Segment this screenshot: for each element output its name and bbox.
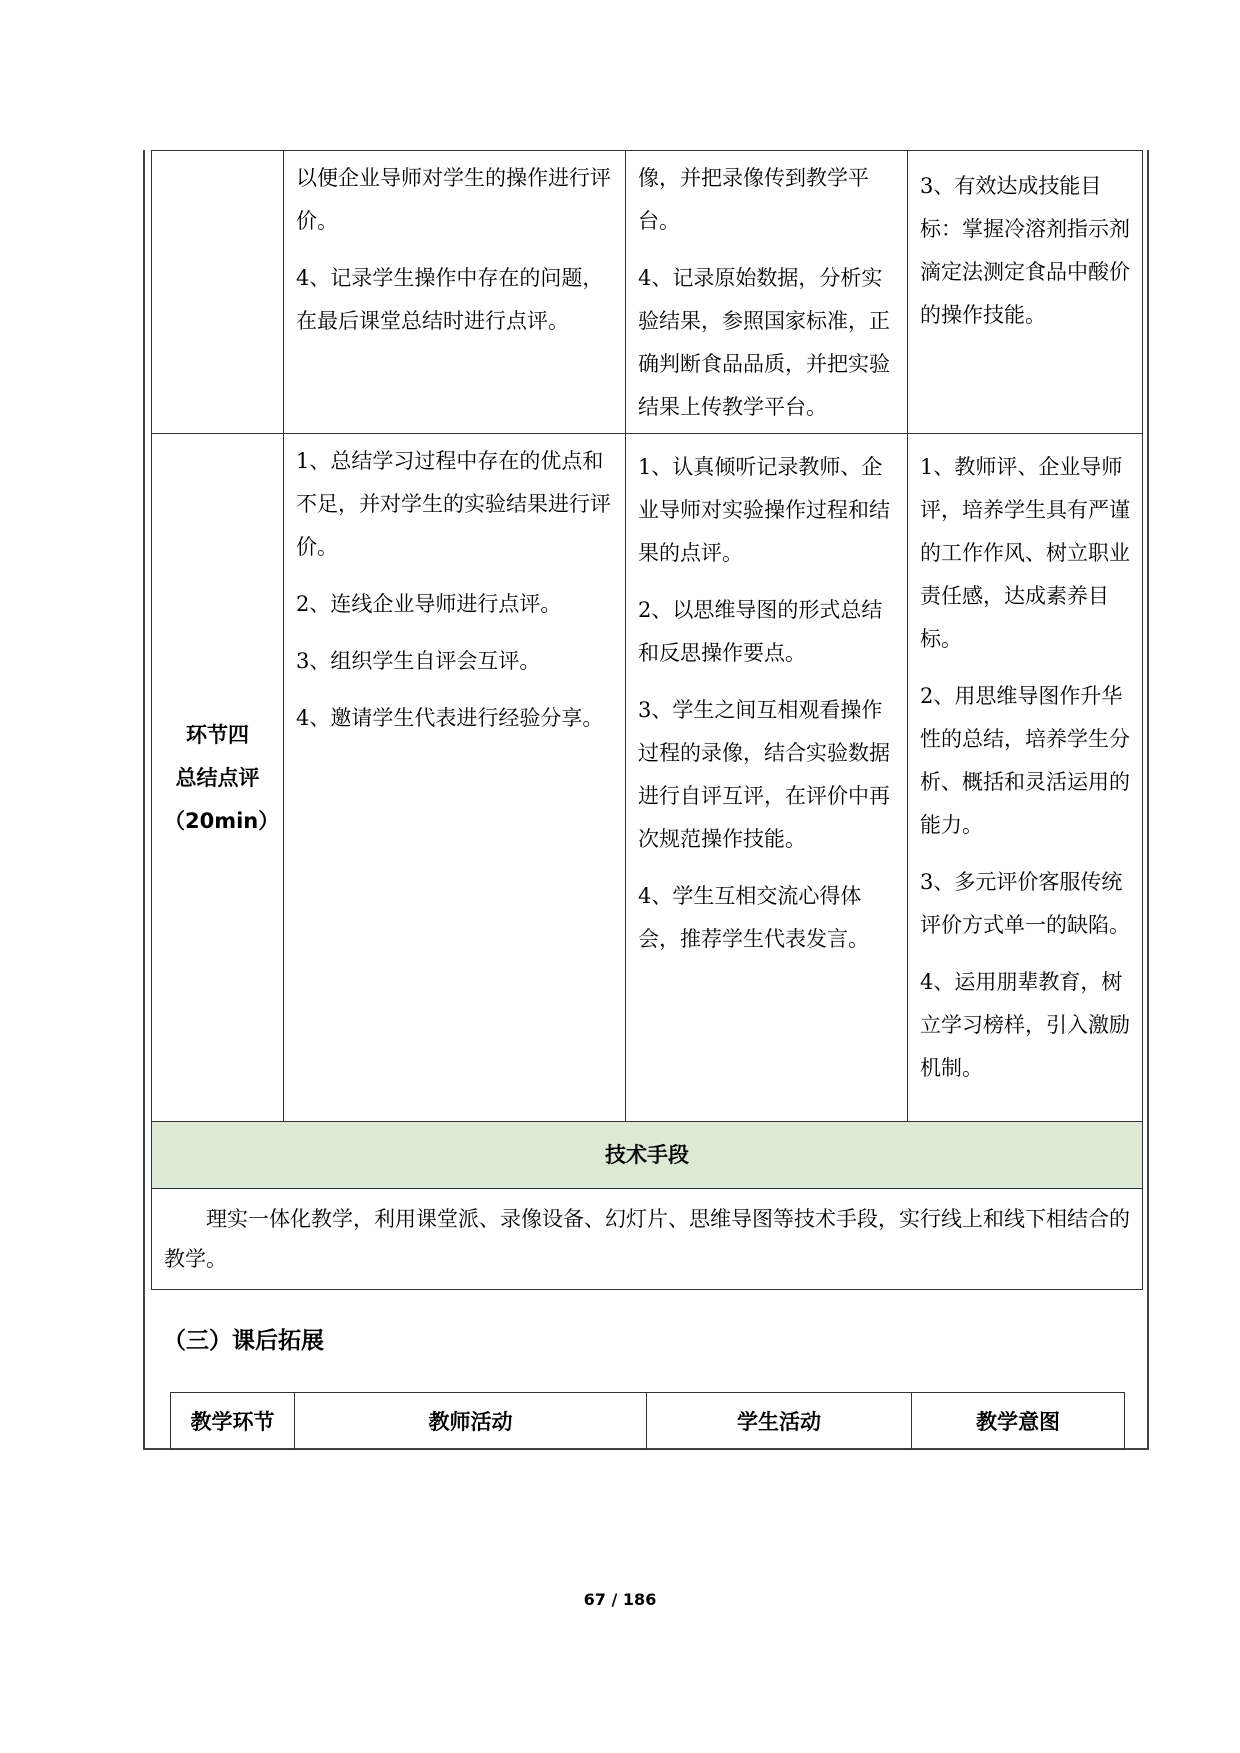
teacher-activity-cell [284, 151, 626, 434]
tech-description: 理实一体化教学，利用课堂派、录像设备、幻灯片、思维导图等技术手段，实行线上和线下相结合的教学。 [152, 1189, 1143, 1290]
paragraph: 以便企业导师对学生的操作进行评价。 [296, 166, 611, 233]
paragraph: 4、学生互相交流心得体会，推荐学生代表发言。 [638, 884, 869, 951]
paragraph: 3、学生之间互相观看操作过程的录像，结合实验数据进行自评互评，在评价中再次规范操作技能。 [638, 698, 890, 851]
paragraph: 1、教师评、企业导师评，培养学生具有严谨的工作作风、树立职业责任感，达成素养目标。 [920, 455, 1130, 651]
column-header: 教师活动 [295, 1393, 647, 1450]
column-header: 教学意图 [912, 1393, 1125, 1450]
paragraph: 像，并把录像传到教学平台。 [638, 166, 869, 233]
paragraph: 2、以思维导图的形式总结和反思操作要点。 [638, 598, 883, 665]
paragraph: 3、多元评价客服传统评价方式单一的缺陷。 [920, 870, 1130, 937]
paragraph: 1、总结学习过程中存在的优点和不足，并对学生的实验结果进行评价。 [296, 449, 611, 559]
student-activity-cell [626, 151, 908, 434]
teacher-activity-cell [284, 434, 626, 1122]
stage-name: 环节四 [186, 723, 249, 747]
column-header: 教学环节 [171, 1393, 295, 1450]
table-row [152, 1122, 1143, 1189]
table-row [152, 434, 1143, 1122]
paragraph: 4、运用朋辈教育，树立学习榜样，引入激励机制。 [920, 970, 1130, 1080]
lesson-plan-table [151, 150, 1143, 1290]
stage-duration: （20min） [164, 809, 280, 833]
teaching-intent-cell [908, 434, 1143, 1122]
paragraph: 3、有效达成技能目标：掌握冷溶剂指示剂滴定法测定食品中酸价的操作技能。 [920, 174, 1130, 327]
stage-cell [152, 434, 284, 1122]
paragraph: 1、认真倾听记录教师、企业导师对实验操作过程和结果的点评。 [638, 455, 890, 565]
after-class-table [170, 1392, 1125, 1450]
table-header-row [171, 1393, 1125, 1450]
page-number: 67 / 186 [583, 1590, 657, 1609]
paragraph: 3、组织学生自评会互评。 [296, 649, 541, 673]
frame-right-border [1147, 150, 1149, 1450]
teaching-intent-cell [908, 151, 1143, 434]
stage-cell [152, 151, 284, 434]
student-activity-cell [626, 434, 908, 1122]
stage-title: 总结点评 [175, 766, 260, 790]
paragraph: 4、邀请学生代表进行经验分享。 [296, 706, 604, 730]
table-row [152, 151, 1143, 434]
section-title: （三）课后拓展 [163, 1328, 324, 1354]
tech-heading: 技术手段 [152, 1122, 1143, 1189]
frame-left-border [143, 150, 145, 1450]
paragraph: 4、记录学生操作中存在的问题，在最后课堂总结时进行点评。 [296, 266, 604, 333]
paragraph: 4、记录原始数据，分析实验结果，参照国家标准，正确判断食品品质，并把实验结果上传教学平台。 [638, 266, 890, 419]
paragraph: 2、用思维导图作升华性的总结，培养学生分析、概括和灵活运用的能力。 [920, 684, 1130, 837]
column-header: 学生活动 [647, 1393, 912, 1450]
paragraph: 2、连线企业导师进行点评。 [296, 592, 562, 616]
table-row [152, 1189, 1143, 1290]
